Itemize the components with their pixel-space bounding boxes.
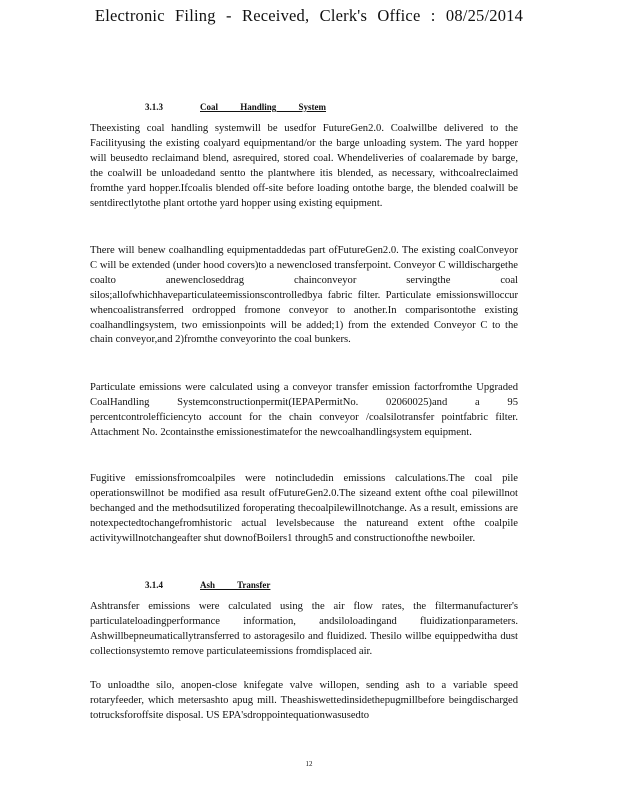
section-heading-coal-handling xyxy=(145,102,326,112)
paragraph-particulate-emissions: Particulate emissions were calculated using a conveyor transfer emission factorfromthe Upgraded CoalHandling Systemconstructionpermit(IEPAPermitNo. 02060025)and a 95 percentcontrolefficiencyto account for the chain conveyor /coalsilotransfer pointfabric filter. Attachment No. 2containsthe emissionestimatefor the newcoalhandlingsystem equipment. xyxy=(90,382,518,438)
page-number: 12 xyxy=(305,760,313,768)
section-title: Ash Transfer xyxy=(200,580,271,590)
paragraph-silo-unloading: To unloadthe silo, anopen-close knifegate valve willopen, sending ash to a variable speed rotaryfeeder, which metersashto apug mill. Theashiswettedinsidethepugmillbefore beingdischarged totrucksforoffsite disposal. US EPA'sdroppointequationwasusedto xyxy=(90,680,518,721)
paragraph-fugitive-emissions: Fugitive emissionsfromcoalpiles were notincludedin emissions calculations.The coal pile operationswillnot be modified asa result ofFutureGen2.0.The sizeand extent ofthe coal pilewillnot bechanged and the methodsutilized foroperating thecoalpilewillnotchange. As a result, emissions are notexpectedtochangefromhistoric actual levelsbecause the natureand extent ofthe coalpile activitywillnotchangeafter shut downofBoilers1 through5 and constructionofthe newboiler. xyxy=(90,473,518,544)
section-heading-ash-transfer xyxy=(145,580,270,590)
section-number: 3.1.3 xyxy=(145,102,163,112)
paragraph-new-coal-equipment: There will benew coalhandling equipmentaddedas part ofFutureGen2.0. The existing coalConveyor C will be extended (under hood covers)to a newenclosed transferpoint. Conveyor C willdischargethe coalto anewencloseddrag chainconveyor servingthe coal silos;allofwhichhaveparticulateemissionscontrolledbya fabric filter. Particulate emissionswilloccur whencoalistransferred ordropped fromone conveyor to another.In comparisontothe existing coalhandlingsystem, two emissionpoints will be added;1) from the extended Conveyor C to the chain conveyor,and 2)fromthe conveyorinto the coal bunkers. xyxy=(90,245,518,346)
paragraph-ash-transfer: Ashtransfer emissions were calculated using the air flow rates, the filtermanufacturer's particulateloadingperformance information, andsiloloadingand fluidizationparameters. Ashwillbepneumaticallytransferred to astoragesilo and fluidized. Thesilo willbe equippedwitha dust collectionsystemto remove particulateemissions fromdisplaced air. xyxy=(90,601,518,657)
paragraph-existing-coal-handling: Theexisting coal handling systemwill be usedfor FutureGen2.0. Coalwillbe delivered to the Facilityusing the existing coalyard equipmentand/or the barge unloading system. The yard hopper will beusedto reclaimand blend, asrequired, stored coal. Whendeliveries of coalaremade by barge, the coalwill be unloadedand sentto the plantwhere itis blended, as necessary, withcoalreclaimed fromthe yard hopper.Ifcoalis blended off-site before loading ontothe barge, the blended coalwill be sentdirectlytothe plant ortothe yard hopper using existing equipment. xyxy=(90,123,518,209)
filing-stamp-header: Electronic Filing - Received, Clerk's Office : 08/25/2014 xyxy=(94,6,524,25)
section-number: 3.1.4 xyxy=(145,580,163,590)
section-title: Coal Handling System xyxy=(200,102,327,112)
